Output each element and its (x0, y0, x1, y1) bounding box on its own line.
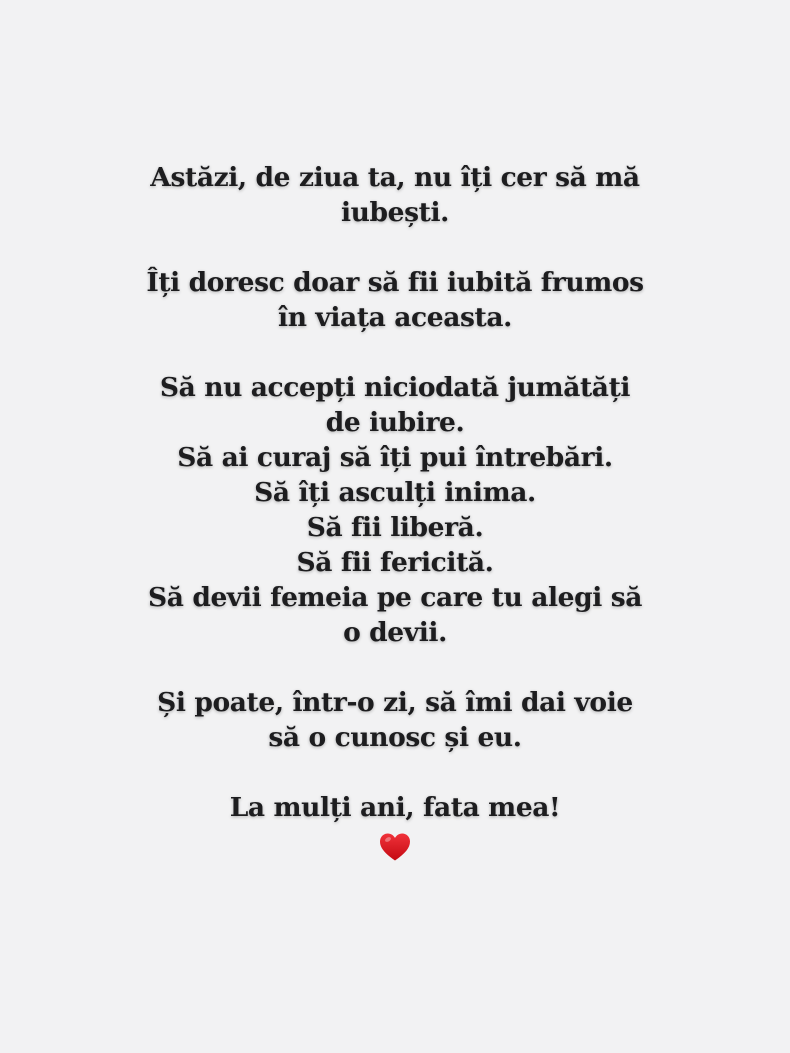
message-line: Îți doresc doar să fii iubită frumos (146, 267, 644, 298)
message-line: Să ai curaj să îți pui întrebări. (177, 442, 613, 473)
message-line: de iubire. (325, 407, 465, 438)
message-line: Să nu accepți niciodată jumătăți (159, 372, 631, 403)
paragraph-gap (0, 650, 790, 685)
message-line: Și poate, într-o zi, să îmi dai voie (157, 687, 633, 718)
closing-line: La mulți ani, fata mea! (229, 792, 561, 823)
message-line: iubești. (341, 197, 449, 228)
red-heart-icon (379, 832, 411, 862)
paragraph-gap (0, 230, 790, 265)
message-line: Să îți asculți inima. (254, 477, 536, 508)
message-line: să o cunosc și eu. (268, 722, 522, 753)
birthday-message (0, 160, 790, 862)
paragraph-gap (0, 755, 790, 790)
message-line: în viața aceasta. (278, 302, 512, 333)
message-line: Astăzi, de ziua ta, nu îți cer să mă (150, 162, 640, 193)
message-line: Să fii liberă. (306, 512, 484, 543)
message-line: o devii. (343, 617, 447, 648)
message-line: Să fii fericită. (296, 547, 494, 578)
message-line: Să devii femeia pe care tu alegi să (147, 582, 643, 613)
paragraph-gap (0, 335, 790, 370)
